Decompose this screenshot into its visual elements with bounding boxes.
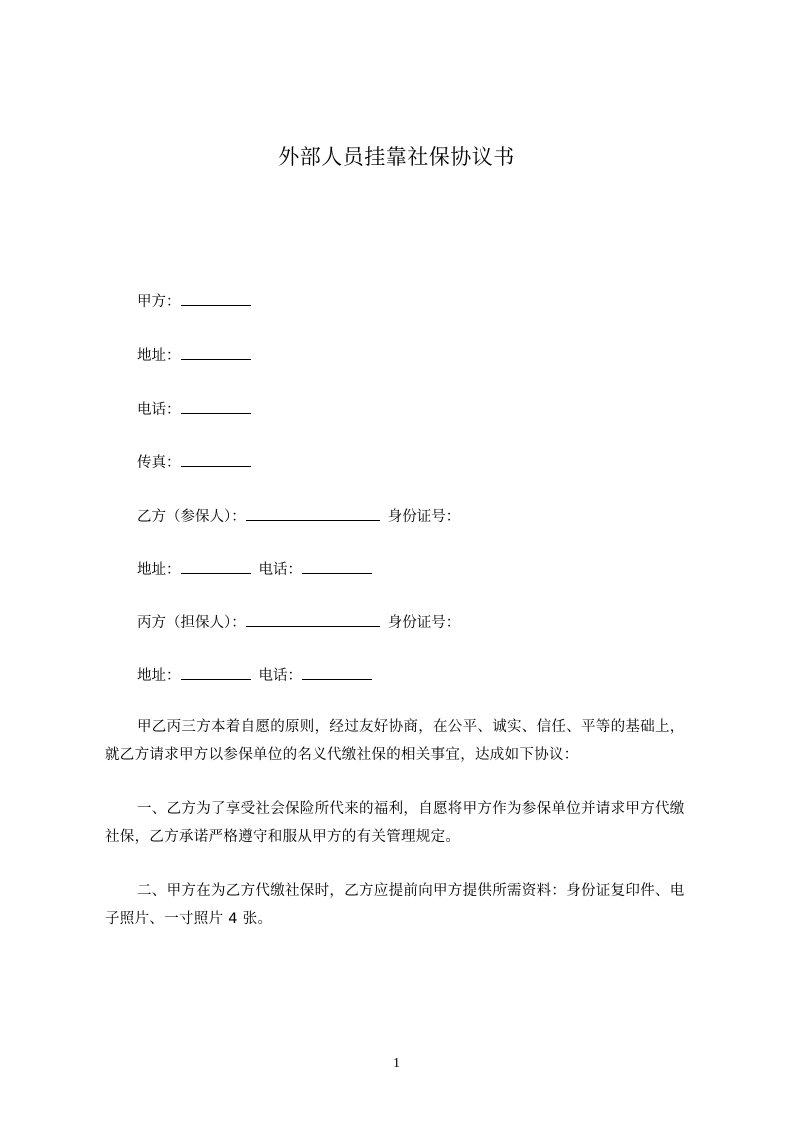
- party-a-label: 甲方：: [137, 294, 181, 310]
- party-a-fax-blank: [181, 452, 251, 467]
- party-b-address-blank: [181, 559, 251, 574]
- document-title: 外部人员挂靠社保协议书: [278, 145, 515, 169]
- party-a-fax-line: [137, 452, 251, 473]
- party-c-phone-blank: [302, 665, 372, 680]
- party-c-id-label: 身份证号：: [387, 615, 461, 631]
- party-a-phone-blank: [181, 399, 251, 414]
- party-b-id-label: 身份证号：: [387, 509, 461, 525]
- party-c-address-label: 地址：: [137, 668, 181, 684]
- paragraph-clause-2: 二、甲方在为乙方代缴社保时，乙方应提前向甲方提供所需资料：身份证复印件、电子照片、一寸照片 4 张。: [105, 883, 685, 927]
- party-a-address-line: [137, 345, 251, 366]
- party-a-address-blank: [181, 345, 251, 360]
- party-a-line: [137, 291, 251, 312]
- party-a-phone-line: [137, 399, 251, 420]
- party-a-phone-label: 电话：: [137, 402, 181, 418]
- paragraph-intro: 甲乙丙三方本着自愿的原则，经过友好协商，在公平、诚实、信任、平等的基础上，就乙方请求甲方以参保单位的名义代缴社保的相关事宜，达成如下协议：: [105, 719, 685, 763]
- party-c-blank: [246, 612, 380, 627]
- party-a-fax-label: 传真：: [137, 455, 181, 471]
- party-c-phone-label: 电话：: [258, 668, 302, 684]
- party-b-label: 乙方（参保人）：: [137, 509, 246, 525]
- party-c-line: [137, 612, 460, 633]
- paragraph-clause-1: 一、乙方为了享受社会保险所代来的福利，自愿将甲方作为参保单位并请求甲方代缴社保，乙方承诺严格遵守和服从甲方的有关管理规定。: [105, 801, 685, 845]
- party-b-phone-label: 电话：: [258, 562, 302, 578]
- party-b-address-label: 地址：: [137, 562, 181, 578]
- party-c-address-blank: [181, 665, 251, 680]
- party-b-contact-line: [137, 559, 372, 580]
- party-b-line: [137, 506, 460, 527]
- party-c-contact-line: [137, 665, 372, 686]
- party-b-blank: [246, 506, 380, 521]
- party-b-phone-blank: [302, 559, 372, 574]
- party-a-blank: [181, 291, 251, 306]
- party-a-address-label: 地址：: [137, 348, 181, 364]
- page-number: 1: [393, 1056, 400, 1071]
- party-c-label: 丙方（担保人）：: [137, 615, 246, 631]
